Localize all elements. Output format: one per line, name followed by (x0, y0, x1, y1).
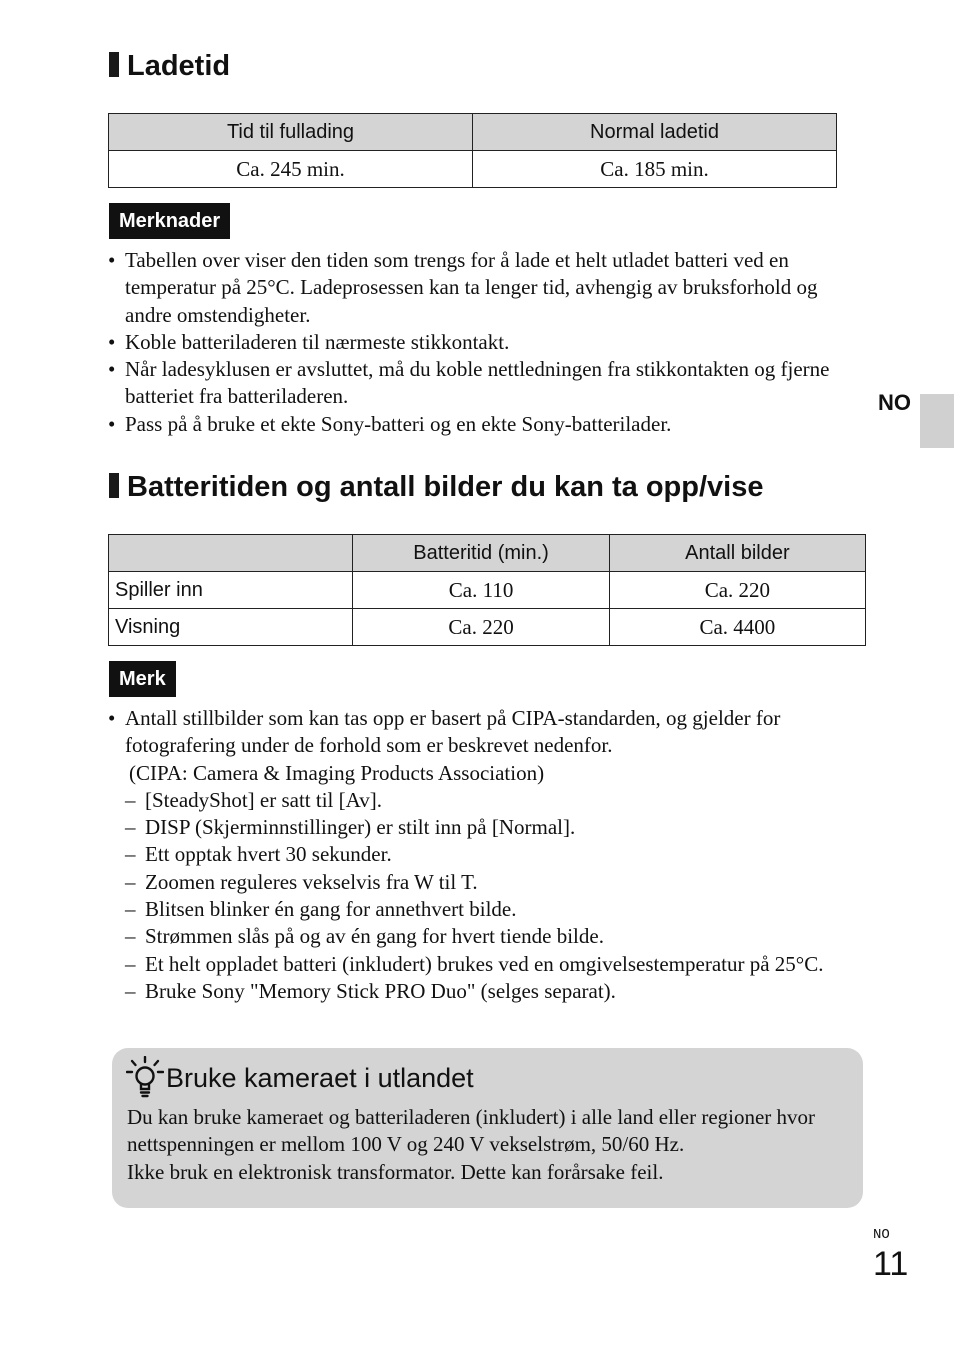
tip-text: Du kan bruke kameraet og batteriladeren (inkludert) i alle land eller regioner hvor nettspenningen er mellom 100 V og 240 V vekselstrøm, 50/60 Hz. (127, 1105, 816, 1157)
page-number: 11 (873, 1245, 909, 1283)
table-row-label: Spiller inn (109, 572, 353, 609)
side-tab-label: NO (878, 390, 911, 415)
section-marker (109, 52, 119, 77)
note-label: Merk (109, 661, 176, 697)
table-cell: Ca. 4400 (609, 609, 865, 646)
condition-item: – Bruke Sony "Memory Stick PRO Duo" (selges separat). (125, 978, 848, 1005)
charging-notes-list (108, 247, 868, 438)
table-row-label: Visning (109, 609, 353, 646)
table-row (109, 572, 866, 609)
table-row (109, 609, 866, 646)
side-tab (920, 394, 954, 448)
section-title-charging: Ladetid (109, 48, 230, 84)
condition-item: – DISP (Skjerminnstillinger) er stilt inn på [Normal]. (125, 814, 848, 841)
page-language: NO (873, 1227, 890, 1243)
table-header-cell: Tid til fullading (109, 114, 473, 151)
tip-title: Bruke kameraet i utlandet (166, 1063, 474, 1093)
tip-text: Ikke bruk en elektronisk transformator. Dette kan forårsake feil. (127, 1159, 664, 1184)
tip-box (112, 1048, 863, 1208)
note-sub-text: (CIPA: Camera & Imaging Products Association) (129, 760, 545, 785)
table-cell: Ca. 245 min. (109, 151, 473, 188)
list-item: • Tabellen over viser den tiden som trengs for å lade et helt utladet batteri ved en temperatur på 25°C. Ladeprosessen kan ta lenger tid, avhengig av bruksforhold og andre omstendigheter. (108, 247, 868, 329)
condition-item: – Strømmen slås på og av én gang for hvert tiende bilde. (125, 923, 848, 950)
list-item: • Koble batteriladeren til nærmeste stikkontakt. (108, 329, 868, 356)
table-header-cell: Antall bilder (609, 535, 865, 572)
section-title-battery: Batteritiden og antall bilder du kan ta opp/vise (109, 469, 764, 505)
condition-item: – Zoomen reguleres vekselvis fra W til T. (125, 869, 848, 896)
table-header-cell (109, 535, 353, 572)
table-header-row (109, 114, 837, 151)
condition-item: – Blitsen blinker én gang for annethvert bilde. (125, 896, 848, 923)
tip-body (127, 1104, 847, 1186)
list-item: • Pass på å bruke et ekte Sony-batteri og en ekte Sony-batterilader. (108, 411, 868, 438)
charging-time-table (108, 113, 837, 188)
condition-item: – Ett opptak hvert 30 sekunder. (125, 841, 848, 868)
lightbulb-icon (126, 1056, 164, 1098)
section-marker (109, 473, 119, 498)
notes-label: Merknader (109, 203, 230, 239)
battery-notes-list (108, 705, 848, 1005)
list-item: • Når ladesyklusen er avsluttet, må du koble nettledningen fra stikkontakten og fjerne batteriet fra batteriladeren. (108, 356, 868, 411)
conditions-list (125, 787, 848, 1005)
condition-item: – [SteadyShot] er satt til [Av]. (125, 787, 848, 814)
table-cell: Ca. 185 min. (473, 151, 837, 188)
table-cell: Ca. 220 (353, 609, 609, 646)
table-header-cell: Batteritid (min.) (353, 535, 609, 572)
condition-item: – Et helt oppladet batteri (inkludert) brukes ved en omgivelsestemperatur på 25°C. (125, 951, 848, 978)
table-cell: Ca. 220 (609, 572, 865, 609)
battery-life-table (108, 534, 866, 646)
table-cell: Ca. 110 (353, 572, 609, 609)
list-item (108, 705, 848, 1005)
table-row (109, 151, 837, 188)
note-main-text: • Antall stillbilder som kan tas opp er basert på CIPA-standarden, og gjelder for fotografering under de forhold som er beskrevet nedenfor. (125, 706, 781, 758)
table-header-row (109, 535, 866, 572)
table-header-cell: Normal ladetid (473, 114, 837, 151)
